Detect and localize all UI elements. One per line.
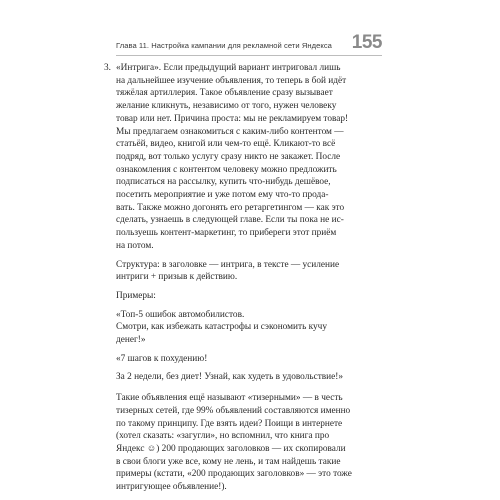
- text-line: подряд, вот только услугу сразу никто не закажет. После: [116, 151, 341, 162]
- text-line: интригующее объявление!).: [116, 482, 227, 493]
- text-line: денег!»: [116, 335, 146, 346]
- closing-paragraph: [116, 392, 382, 494]
- text-line: Смотри, как избежать катастрофы и сэкономить кучу: [116, 322, 327, 333]
- text-line: Яндекс ☺) 200 продающих заголовков — их скопировали: [116, 443, 346, 454]
- text-line: примеры (кстати, «200 продающих заголовков» — это тоже: [116, 469, 352, 480]
- text-line: в свои блоги уже все, кому не лень, и там найдешь такие: [116, 456, 341, 467]
- text-line: сделать, узнаешь в следующей главе. Если ты пока не ис-: [116, 215, 344, 226]
- list-item-3: [104, 62, 382, 384]
- examples-label: Примеры:: [116, 290, 156, 301]
- text-line: «Интрига». Если предыдущий вариант интриговал лишь: [116, 63, 341, 73]
- text-line: статьёй, видео, книгой или чем-то ещё. Кликают-то всё: [116, 139, 336, 150]
- text-line: ознакомления с контентом человеку можно предложить: [116, 164, 337, 175]
- text-line: желание кликнуть, независимо от того, нужен человеку: [116, 101, 337, 112]
- page-content: [104, 62, 382, 494]
- text-line: по такому принципу. Где взять идеи? Поищи в интернете: [116, 418, 343, 429]
- text-line: За 2 недели, без диет! Узнай, как худеть в удовольствие!»: [116, 372, 343, 383]
- page-header: [116, 34, 382, 56]
- list-item-number: 3.: [104, 63, 111, 73]
- text-line: Структура: в заголовке — интрига, в тексте — усиление: [116, 259, 340, 270]
- text-line: Мы предлагаем ознакомиться с каким-либо контентом —: [116, 126, 344, 137]
- example-1: [116, 309, 382, 347]
- intrigue-paragraph: [116, 62, 382, 253]
- structure-paragraph: [116, 259, 382, 284]
- text-line: интриги + призыв к действию.: [116, 272, 238, 283]
- text-line: подписаться на рассылку, купить что-нибудь дешёвое,: [116, 177, 331, 188]
- text-line: (хотел сказать: «загугли», но вспомнил, что книга про: [116, 431, 330, 442]
- text-line: товар или нет. Причина проста: мы не рекламируем товар!: [116, 113, 349, 124]
- page-number: 155: [351, 32, 382, 53]
- text-line: на потом.: [116, 240, 154, 251]
- text-line: «7 шагов к похудению!: [116, 353, 208, 364]
- text-line: вать. Также можно догонять его ретаргетингом — как это: [116, 202, 345, 213]
- text-line: тяжёлая артиллерия. Такое объявление сразу вызывает: [116, 88, 333, 99]
- text-line: посетить мероприятие и уже потом ему что-то прода-: [116, 190, 329, 201]
- chapter-title: Глава 11. Настройка кампании для рекламной сети Яндекса: [116, 41, 332, 50]
- text-line: пользуешь контент-маркетинг, то прибереги этот приём: [116, 228, 337, 239]
- text-line: Такие объявления ещё называют «тизерными» — в честь: [116, 393, 343, 404]
- text-line: тизерных сетей, где 99% объявлений составляются именно: [116, 405, 351, 416]
- text-line: на дальнейшее изучение объявления, то теперь в бой идёт: [116, 75, 347, 86]
- example-2: [116, 353, 382, 384]
- text-line: «Топ-5 ошибок автомобилистов.: [116, 309, 245, 320]
